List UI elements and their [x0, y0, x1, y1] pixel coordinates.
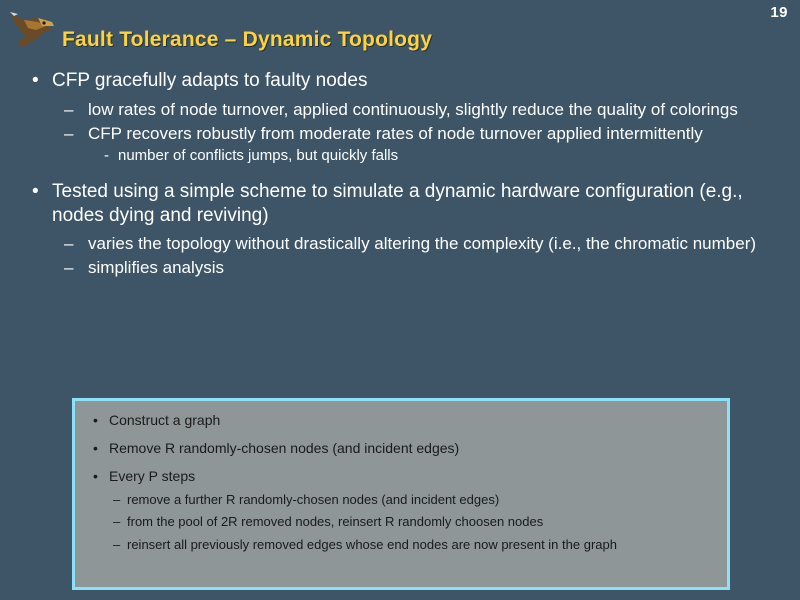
bullet-item — [0, 232, 800, 256]
slide-content — [0, 66, 800, 280]
bullet-text: simplifies analysis — [88, 258, 225, 277]
box-item-text: Construct a graph — [109, 412, 221, 428]
bullet-item — [0, 66, 800, 96]
bullet-glyph: – — [64, 234, 74, 254]
page-title: Fault Tolerance – Dynamic Topology — [62, 28, 433, 51]
box-item-text: Every P steps — [109, 468, 196, 485]
box-sub-item — [75, 514, 727, 531]
bullet-glyph: – — [64, 123, 74, 143]
bullet-item — [0, 145, 800, 167]
bullet-item — [0, 98, 800, 122]
bullet-item — [0, 177, 800, 231]
title-bar — [0, 14, 800, 52]
bullet-glyph: • — [93, 440, 98, 457]
bullet-text: varies the topology without drastically altering the complexity (i.e., the chromatic number) — [88, 234, 757, 254]
bullet-text: Tested using a simple scheme to simulate a dynamic hardware configuration (e.g., nodes dying and reviving) — [52, 180, 743, 226]
bullet-item — [0, 122, 800, 146]
spacer — [0, 167, 800, 177]
bullet-text: number of conflicts jumps, but quickly falls — [118, 147, 399, 165]
algorithm-box — [72, 398, 730, 590]
box-item-text: Remove R randomly-chosen nodes (and incident edges) — [109, 440, 460, 457]
bullet-text: low rates of node turnover, applied continuously, slightly reduce the quality of colorings — [88, 99, 738, 119]
bullet-glyph: • — [32, 70, 39, 91]
bullet-text: CFP gracefully adapts to faulty nodes — [52, 70, 368, 91]
box-item-text: remove a further R randomly-chosen nodes (and incident edges) — [127, 491, 500, 507]
slide-number: 19 — [770, 4, 788, 21]
box-sub-item — [75, 537, 727, 554]
box-list-item — [75, 467, 727, 485]
bullet-glyph: – — [113, 514, 121, 530]
bullet-glyph: – — [64, 258, 74, 277]
bullet-text: CFP recovers robustly from moderate rates of node turnover applied intermittently — [88, 123, 703, 143]
bullet-item — [0, 256, 800, 280]
bullet-glyph: – — [64, 99, 74, 119]
bullet-glyph: • — [93, 412, 98, 428]
bullet-glyph: • — [32, 180, 39, 202]
bullet-glyph: • — [93, 468, 98, 485]
box-list-item — [75, 411, 727, 429]
box-list-item — [75, 439, 727, 457]
bullet-glyph: - — [104, 147, 109, 165]
box-item-text: reinsert all previously removed edges whose end nodes are now present in the graph — [127, 537, 617, 553]
bullet-glyph: – — [113, 537, 121, 553]
bullet-glyph: – — [113, 491, 121, 507]
box-item-text: from the pool of 2R removed nodes, reinsert R randomly choosen nodes — [127, 514, 544, 530]
box-sub-item — [75, 492, 727, 509]
